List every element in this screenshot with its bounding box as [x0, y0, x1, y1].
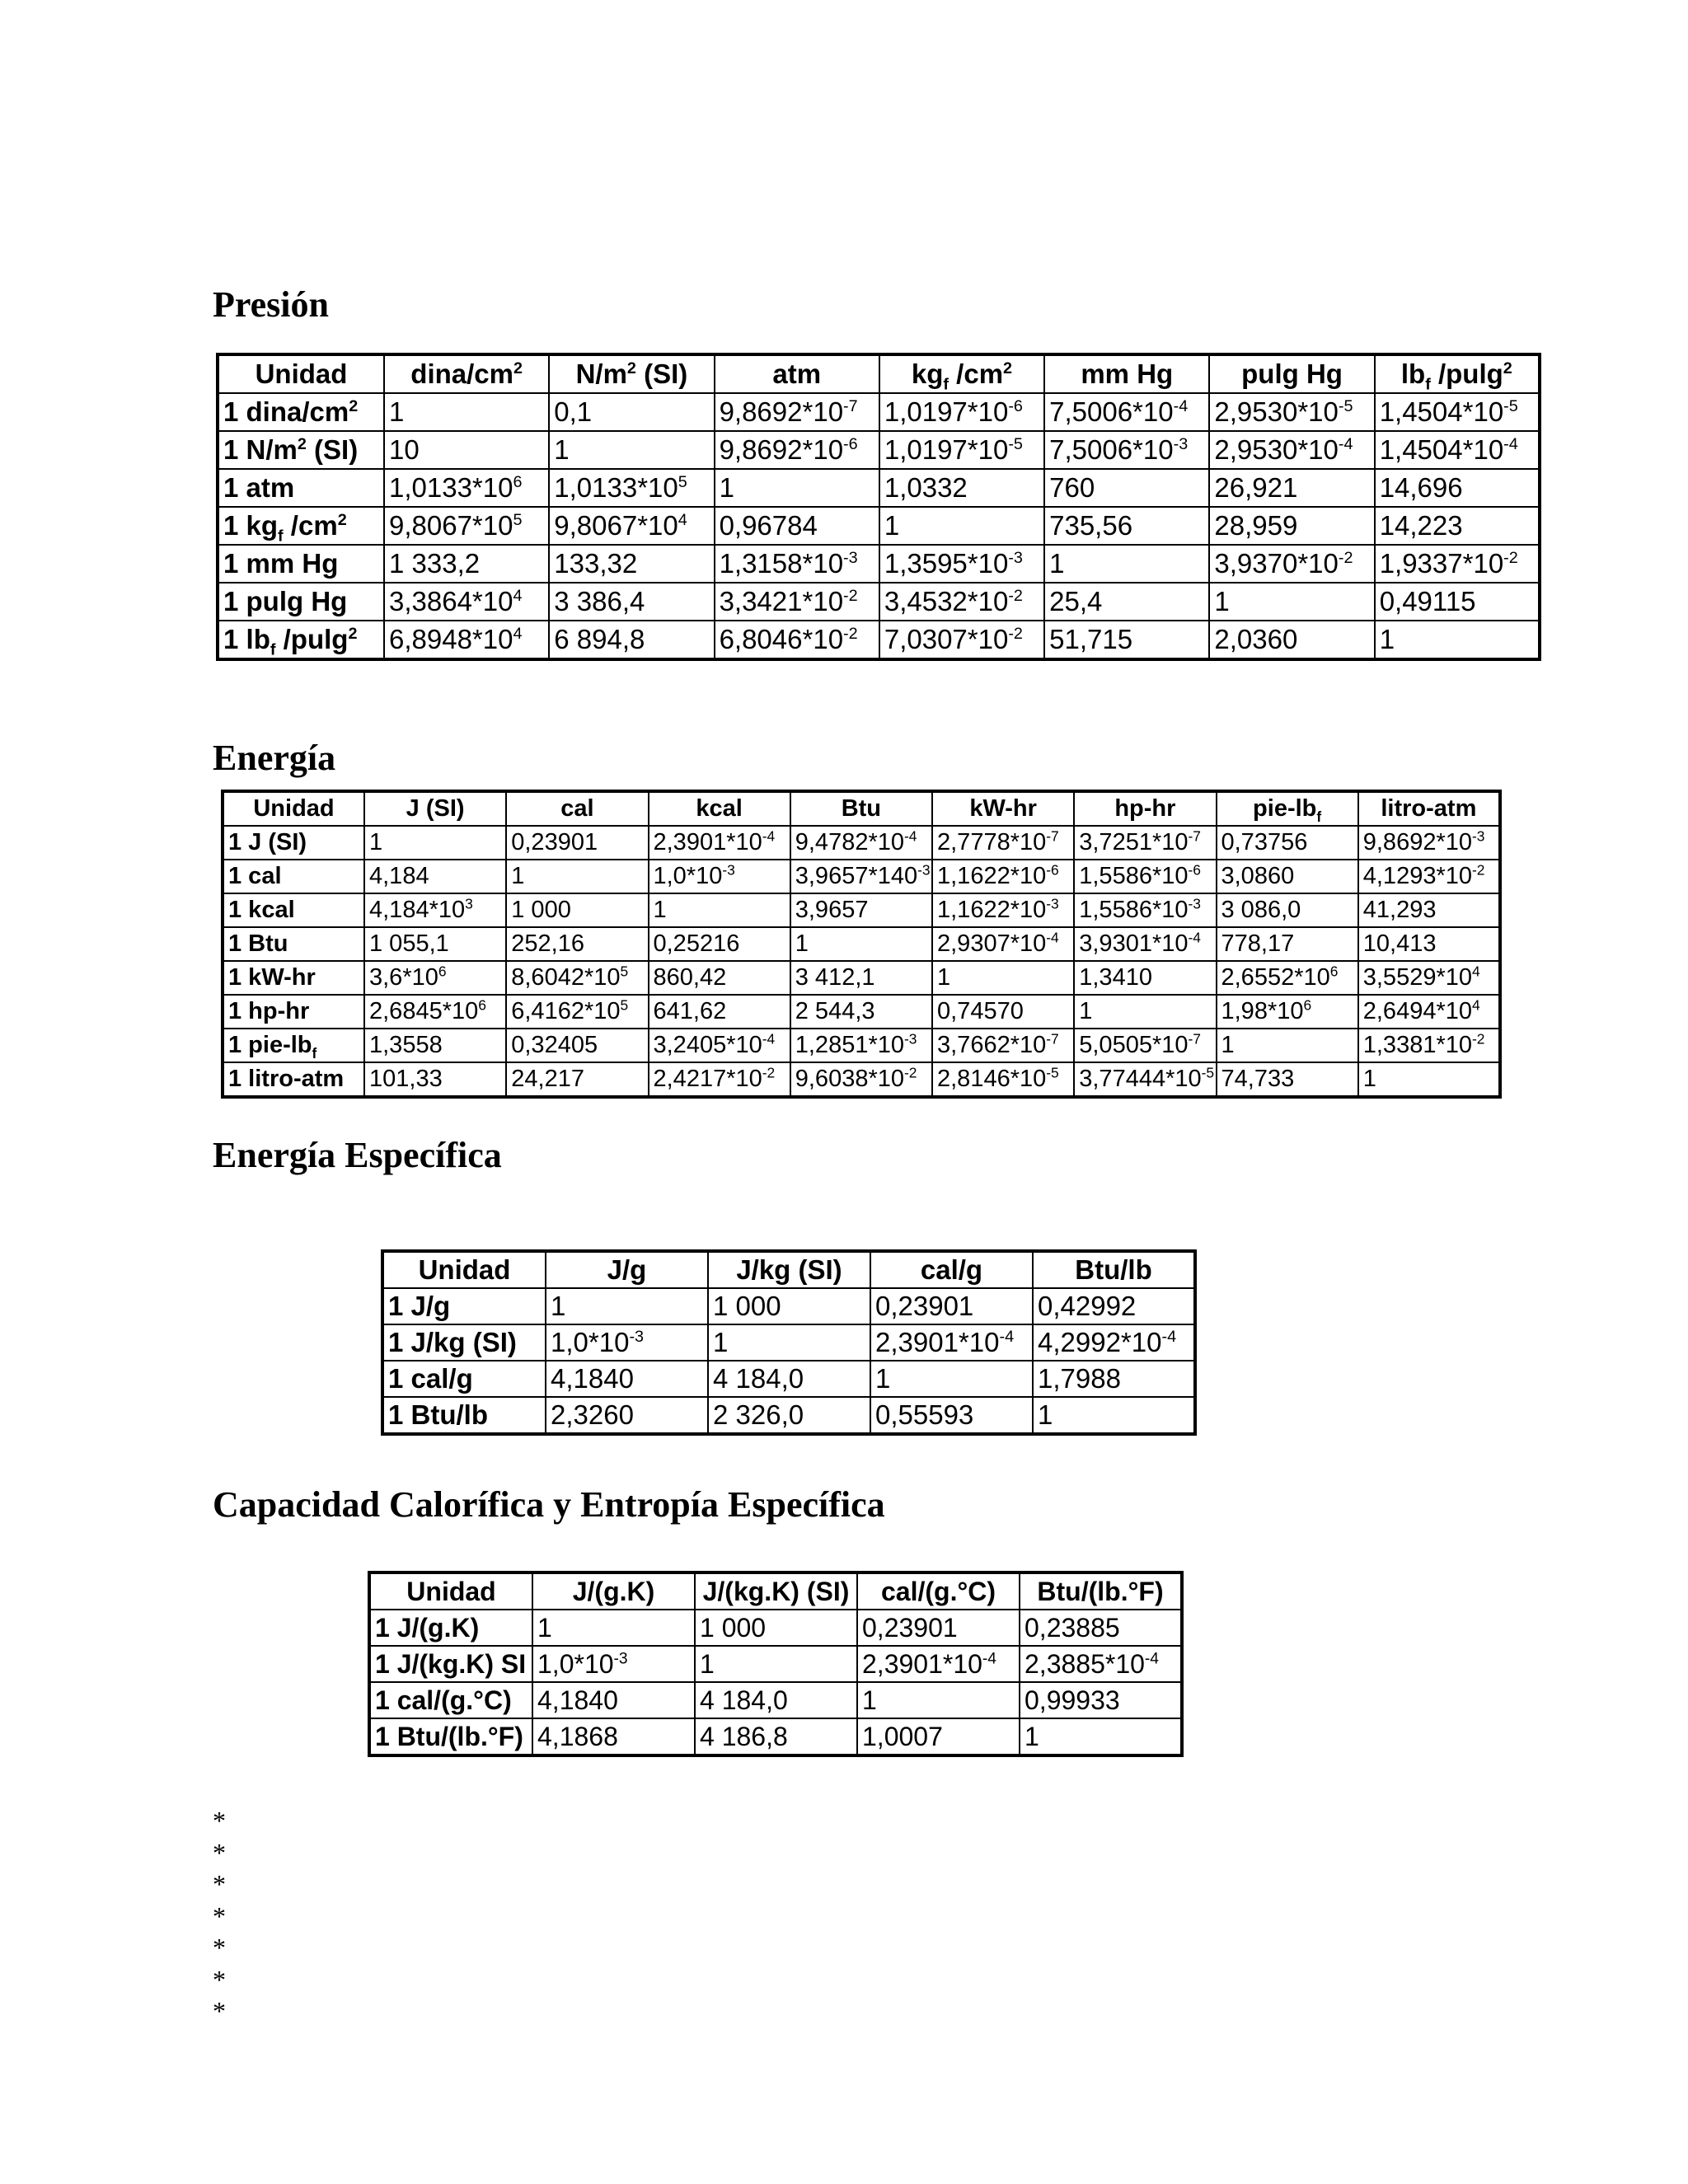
table-header-row: [223, 791, 1500, 826]
table-cell: $1,5586*10^{-3}$: [1074, 893, 1216, 927]
table-cell: 0,55593: [870, 1397, 1033, 1434]
table-cell: 1: [932, 961, 1074, 995]
row-label: 1 cal/(g.°C): [369, 1682, 532, 1718]
table-cell: 1: [715, 469, 879, 507]
column-header: J/kg (SI): [708, 1251, 870, 1288]
column-header: $lb_f$ /pulg$^2$: [1375, 354, 1540, 393]
table-cell: 778,17: [1217, 927, 1358, 961]
table-row: [382, 1288, 1195, 1324]
table-cell: $1,2851*10^{-3}$: [790, 1029, 932, 1062]
table-cell: $2,3901*10^{-4}$: [870, 1324, 1033, 1361]
table-cell: 51,715: [1044, 621, 1209, 659]
table-cell: 1: [364, 826, 506, 860]
table-cell: $1,3595*10^{-3}$: [879, 545, 1044, 583]
table-row: [382, 1324, 1195, 1361]
row-label: 1 Btu/lb: [382, 1397, 546, 1434]
row-label: 1 mm Hg: [218, 545, 384, 583]
title-energia: Energía: [213, 738, 336, 778]
table-cell: 25,4: [1044, 583, 1209, 621]
table-presion: [216, 353, 1541, 661]
table-cell: 10,413: [1358, 927, 1500, 961]
table-cell: $1,9337*10^{-2}$: [1375, 545, 1540, 583]
table-cell: $3,77444*10^{-5}$: [1074, 1062, 1216, 1097]
table-row: [382, 1361, 1195, 1397]
table-cell: 0,32405: [506, 1029, 648, 1062]
column-header: atm: [715, 354, 879, 393]
table-row: [218, 545, 1540, 583]
table-cell: 252,16: [506, 927, 648, 961]
table-header-row: [369, 1572, 1182, 1610]
table-cell: $2,6552*10^6$: [1217, 961, 1358, 995]
table-cell: 3 412,1: [790, 961, 932, 995]
table-cell: $3,2405*10^{-4}$: [649, 1029, 790, 1062]
table-row: [218, 621, 1540, 659]
table-cell: 3,0860: [1217, 860, 1358, 893]
column-header: $N/m^2$ (SI): [549, 354, 714, 393]
table-row: [369, 1682, 1182, 1718]
table-cell: $1,0*10^{-3}$: [546, 1324, 708, 1361]
table-cell: $3,4532*10^{-2}$: [879, 583, 1044, 621]
table-cell: 1: [1358, 1062, 1500, 1097]
table-cell: 1 333,2: [384, 545, 549, 583]
column-header: dina/$cm^2$: [384, 354, 549, 393]
bullet-item: *: [213, 1806, 226, 1835]
table-cell: 1: [649, 893, 790, 927]
table-row: [369, 1646, 1182, 1682]
table-cell: $3,3864*10^4$: [384, 583, 549, 621]
table-cell: 1: [857, 1682, 1020, 1718]
row-label: 1 J/(g.K): [369, 1610, 532, 1646]
table-cell: 4,1840: [532, 1682, 695, 1718]
column-header: Unidad: [369, 1572, 532, 1610]
table-capacidad: [368, 1571, 1184, 1757]
table-cell: $8,6042*10^5$: [506, 961, 648, 995]
table-cell: $1,0197*10^{-6}$: [879, 393, 1044, 431]
table-cell: 1: [1044, 545, 1209, 583]
table-cell: $1,1622*10^{-3}$: [932, 893, 1074, 927]
column-header: cal/(g.°C): [857, 1572, 1020, 1610]
table-cell: $6,8046*10^{-2}$: [715, 621, 879, 659]
table-cell: 2 326,0: [708, 1397, 870, 1434]
row-label: 1 litro-atm: [223, 1062, 364, 1097]
table-row: [223, 893, 1500, 927]
row-label: 1 $kg_f$ $/cm^2$: [218, 507, 384, 545]
table-cell: $2,3885*10^{-4}$: [1020, 1646, 1182, 1682]
table-cell: $7,5006*10^{-3}$: [1044, 431, 1209, 469]
table-cell: $2,3901*10^{-4}$: [649, 826, 790, 860]
bullet-item: *: [213, 1900, 226, 1931]
row-label: 1 atm: [218, 469, 384, 507]
bullet-item: *: [213, 1933, 226, 1962]
table-header-row: [382, 1251, 1195, 1288]
table-cell: 1,7988: [1033, 1361, 1195, 1397]
table-cell: 0,1: [549, 393, 714, 431]
table-cell: $1,0133*10^6$: [384, 469, 549, 507]
table-cell: 4 186,8: [695, 1718, 857, 1755]
table-cell: $3,7251*10^{-7}$: [1074, 826, 1216, 860]
row-label: 1 kcal: [223, 893, 364, 927]
table-cell: 24,217: [506, 1062, 648, 1097]
table-cell: 0,42992: [1033, 1288, 1195, 1324]
table-row: [223, 995, 1500, 1029]
column-header: Btu/lb: [1033, 1251, 1195, 1288]
table-cell: 4,1868: [532, 1718, 695, 1755]
table-energia-especifica: [381, 1249, 1197, 1436]
bullet-item: *: [213, 1869, 226, 1899]
column-header: J/(g.K): [532, 1572, 695, 1610]
column-header: Btu: [790, 791, 932, 826]
column-header: Unidad: [382, 1251, 546, 1288]
table-cell: 1,3410: [1074, 961, 1216, 995]
column-header: Unidad: [218, 354, 384, 393]
row-label: 1 J/g: [382, 1288, 546, 1324]
table-cell: 1 000: [506, 893, 648, 927]
table-cell: $7,5006*10^{-4}$: [1044, 393, 1209, 431]
table-cell: 1: [695, 1646, 857, 1682]
bullet-item: *: [213, 1837, 226, 1868]
bullet-item: *: [213, 1964, 226, 1994]
column-header: pie-$lb_f$: [1217, 791, 1358, 826]
table-cell: 2,0360: [1209, 621, 1374, 659]
row-label: 1 $N/m^2$ (SI): [218, 431, 384, 469]
table-cell: 1: [549, 431, 714, 469]
table-cell: $2,9530*10^{-4}$: [1209, 431, 1374, 469]
table-cell: $3,5529*10^4$: [1358, 961, 1500, 995]
table-cell: 0,96784: [715, 507, 879, 545]
table-energia: [221, 790, 1502, 1099]
table-cell: 760: [1044, 469, 1209, 507]
row-label: 1 J/kg (SI): [382, 1324, 546, 1361]
table-cell: 4,1840: [546, 1361, 708, 1397]
table-row: [223, 961, 1500, 995]
table-row: [223, 1029, 1500, 1062]
title-presion: Presión: [213, 284, 329, 325]
table-row: [369, 1718, 1182, 1755]
table-cell: 1: [532, 1610, 695, 1646]
table-row: [369, 1610, 1182, 1646]
table-cell: $3,9370*10^{-2}$: [1209, 545, 1374, 583]
table-cell: $9,8692*10^{-3}$: [1358, 826, 1500, 860]
table-cell: $3,9301*10^{-4}$: [1074, 927, 1216, 961]
table-cell: 1: [1375, 621, 1540, 659]
table-cell: $2,8146*10^{-5}$: [932, 1062, 1074, 1097]
table-cell: $3,3421*10^{-2}$: [715, 583, 879, 621]
row-label: 1 J (SI): [223, 826, 364, 860]
table-cell: 0,73756: [1217, 826, 1358, 860]
table-cell: $1,4504*10^{-5}$: [1375, 393, 1540, 431]
table-row: [218, 431, 1540, 469]
table-row: [223, 927, 1500, 961]
table-cell: 74,733: [1217, 1062, 1358, 1097]
table-cell: 641,62: [649, 995, 790, 1029]
table-cell: 28,959: [1209, 507, 1374, 545]
table-cell: $9,8692*10^{-7}$: [715, 393, 879, 431]
table-cell: 0,74570: [932, 995, 1074, 1029]
table-row: [382, 1397, 1195, 1434]
row-label: 1 dina/$cm^2$: [218, 393, 384, 431]
table-cell: $2,4217*10^{-2}$: [649, 1062, 790, 1097]
table-cell: 26,921: [1209, 469, 1374, 507]
table-cell: $7,0307*10^{-2}$: [879, 621, 1044, 659]
table-cell: 41,293: [1358, 893, 1500, 927]
table-row: [218, 469, 1540, 507]
table-row: [218, 507, 1540, 545]
table-cell: $1,0197*10^{-5}$: [879, 431, 1044, 469]
table-cell: $2,6845*10^6$: [364, 995, 506, 1029]
table-cell: $1,0*10^{-3}$: [532, 1646, 695, 1682]
table-cell: $9,4782*10^{-4}$: [790, 826, 932, 860]
title-capacidad: Capacidad Calorífica y Entropía Específica: [213, 1484, 885, 1525]
table-row: [218, 393, 1540, 431]
column-header: litro-atm: [1358, 791, 1500, 826]
table-cell: 1: [1020, 1718, 1182, 1755]
table-cell: 0,49115: [1375, 583, 1540, 621]
row-label: 1 Btu: [223, 927, 364, 961]
table-cell: 10: [384, 431, 549, 469]
column-header: kW-hr: [932, 791, 1074, 826]
table-cell: 1: [1209, 583, 1374, 621]
table-cell: 14,696: [1375, 469, 1540, 507]
table-cell: 1: [1033, 1397, 1195, 1434]
table-cell: 1,0332: [879, 469, 1044, 507]
table-cell: 1: [870, 1361, 1033, 1397]
table-cell: 1: [1074, 995, 1216, 1029]
table-cell: 1: [384, 393, 549, 431]
table-cell: 735,56: [1044, 507, 1209, 545]
column-header: Unidad: [223, 791, 364, 826]
table-cell: $3,6*10^6$: [364, 961, 506, 995]
column-header: cal: [506, 791, 648, 826]
table-cell: 101,33: [364, 1062, 506, 1097]
column-header: J/(kg.K) (SI): [695, 1572, 857, 1610]
row-label: 1 J/(kg.K) SI: [369, 1646, 532, 1682]
table-cell: 3 086,0: [1217, 893, 1358, 927]
table-cell: $9,8692*10^{-6}$: [715, 431, 879, 469]
table-cell: $1,98*10^6$: [1217, 995, 1358, 1029]
table-header-row: [218, 354, 1540, 393]
table-cell: 1 000: [695, 1610, 857, 1646]
table-row: [218, 583, 1540, 621]
table-cell: 0,23901: [506, 826, 648, 860]
table-cell: $4,184*10^3$: [364, 893, 506, 927]
table-cell: 1,0007: [857, 1718, 1020, 1755]
table-cell: $2,6494*10^4$: [1358, 995, 1500, 1029]
table-cell: 2,3260: [546, 1397, 708, 1434]
table-cell: $5,0505*10^{-7}$: [1074, 1029, 1216, 1062]
table-cell: $2,9307*10^{-4}$: [932, 927, 1074, 961]
column-header: pulg Hg: [1209, 354, 1374, 393]
table-cell: 6 894,8: [549, 621, 714, 659]
table-cell: $2,3901*10^{-4}$: [857, 1646, 1020, 1682]
table-cell: 0,23885: [1020, 1610, 1182, 1646]
row-label: 1 cal/g: [382, 1361, 546, 1397]
table-cell: 1: [1217, 1029, 1358, 1062]
table-cell: 1: [506, 860, 648, 893]
table-row: [223, 860, 1500, 893]
table-row: [223, 1062, 1500, 1097]
row-label: 1 pulg Hg: [218, 583, 384, 621]
row-label: 1 kW-hr: [223, 961, 364, 995]
column-header: cal/g: [870, 1251, 1033, 1288]
table-cell: 0,25216: [649, 927, 790, 961]
row-label: 1 hp-hr: [223, 995, 364, 1029]
table-cell: $9,8067*10^4$: [549, 507, 714, 545]
column-header: J/g: [546, 1251, 708, 1288]
table-cell: 0,99933: [1020, 1682, 1182, 1718]
table-cell: 4 184,0: [695, 1682, 857, 1718]
table-cell: $9,8067*10^5$: [384, 507, 549, 545]
table-cell: 860,42: [649, 961, 790, 995]
table-cell: $1,1622*10^{-6}$: [932, 860, 1074, 893]
table-cell: 1: [790, 927, 932, 961]
column-header: mm Hg: [1044, 354, 1209, 393]
table-cell: $1,0*10^{-3}$: [649, 860, 790, 893]
column-header: $kg_f$ $/cm^2$: [879, 354, 1044, 393]
table-cell: $9,6038*10^{-2}$: [790, 1062, 932, 1097]
column-header: hp-hr: [1074, 791, 1216, 826]
table-cell: $2,7778*10^{-7}$: [932, 826, 1074, 860]
table-cell: 3 386,4: [549, 583, 714, 621]
bullet-list: [213, 1805, 226, 2027]
row-label: 1 $lb_f$ /pulg$^2$: [218, 621, 384, 659]
table-cell: 133,32: [549, 545, 714, 583]
title-energia-especifica: Energía Específica: [213, 1135, 502, 1175]
table-cell: $1,3381*10^{-2}$: [1358, 1029, 1500, 1062]
table-cell: 0,23901: [857, 1610, 1020, 1646]
row-label: 1 cal: [223, 860, 364, 893]
table-cell: $1,0133*10^5$: [549, 469, 714, 507]
table-cell: 2 544,3: [790, 995, 932, 1029]
table-cell: 14,223: [1375, 507, 1540, 545]
table-cell: 1 000: [708, 1288, 870, 1324]
table-cell: 1: [879, 507, 1044, 545]
table-cell: 4,184: [364, 860, 506, 893]
table-cell: $4,2992*10^{-4}$: [1033, 1324, 1195, 1361]
table-row: [223, 826, 1500, 860]
row-label: 1 Btu/(lb.°F): [369, 1718, 532, 1755]
column-header: Btu/(lb.°F): [1020, 1572, 1182, 1610]
table-cell: 3,9657: [790, 893, 932, 927]
table-cell: $6,4162*10^5$: [506, 995, 648, 1029]
table-cell: $4,1293*10^{-2}$: [1358, 860, 1500, 893]
table-cell: $1,4504*10^{-4}$: [1375, 431, 1540, 469]
bullet-item: *: [213, 1996, 226, 2026]
table-cell: 4 184,0: [708, 1361, 870, 1397]
column-header: kcal: [649, 791, 790, 826]
table-cell: 0,23901: [870, 1288, 1033, 1324]
table-cell: 1: [546, 1288, 708, 1324]
table-cell: 1,3558: [364, 1029, 506, 1062]
table-cell: $6,8948*10^4$: [384, 621, 549, 659]
table-cell: $1,3158*10^{-3}$: [715, 545, 879, 583]
table-cell: $3,9657*140^{-3}$: [790, 860, 932, 893]
row-label: 1 pie-$lb_f$: [223, 1029, 364, 1062]
table-cell: $1,5586*10^{-6}$: [1074, 860, 1216, 893]
table-cell: 1: [708, 1324, 870, 1361]
table-cell: $2,9530*10^{-5}$: [1209, 393, 1374, 431]
table-cell: 1 055,1: [364, 927, 506, 961]
column-header: J (SI): [364, 791, 506, 826]
table-cell: $3,7662*10^{-7}$: [932, 1029, 1074, 1062]
